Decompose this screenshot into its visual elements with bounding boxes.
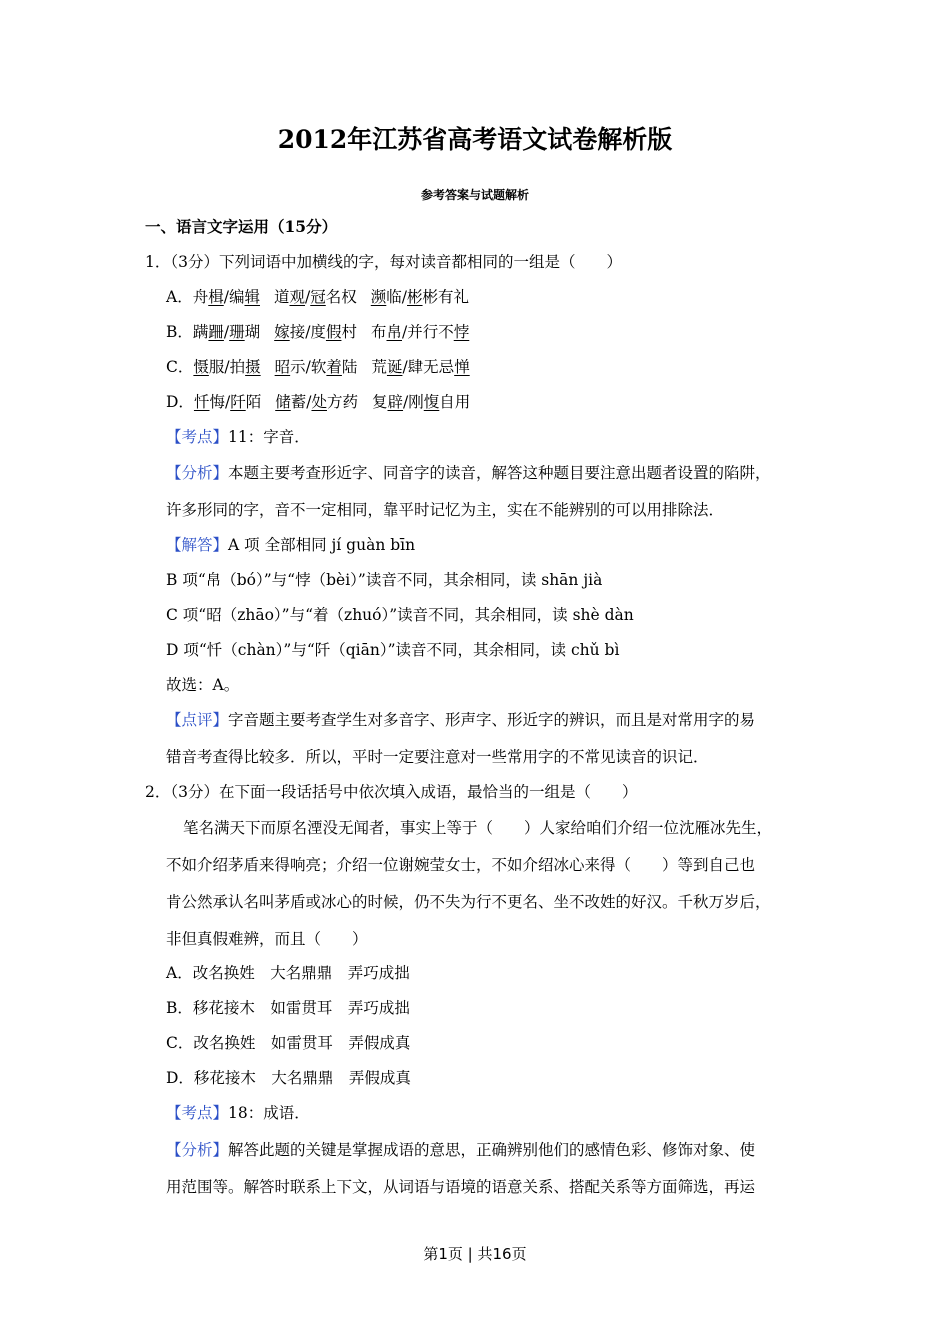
q1-stem: 1．（3分）下列词语中加横线的字，每对读音都相同的一组是（ ）: [145, 253, 622, 271]
q1-fenxi: [166, 462, 771, 484]
q1-jieda-d: D 项“忏（chàn）”与“阡（qiān）”读音不同，其余相同，读 chǔ bì: [166, 641, 620, 659]
q2-fenxi: [166, 1139, 755, 1161]
q1-jieda-c: C 项“昭（zhāo）”与“着（zhuó）”读音不同，其余相同，读 shè dàn: [166, 606, 634, 624]
underlined-char: 辟: [387, 393, 404, 411]
option-label: A．: [166, 288, 193, 306]
text: 示/软: [290, 358, 327, 376]
text: 接/度: [289, 323, 326, 341]
q2-fenxi-cont: 用范围等。解答时联系上下文，从词语与语境的语意关系、搭配关系等方面筛选，再运: [166, 1178, 756, 1196]
underlined-char: 忏: [193, 393, 210, 411]
q2-passage-line-4: 非但真假难辨，而且（ ）: [166, 930, 368, 948]
fenxi-text: 本题主要考查形近字、同音字的读音，解答这种题目要注意出题者设置的陷阱，: [228, 464, 771, 482]
underlined-char: 摄: [245, 358, 261, 376]
text: 复: [372, 393, 388, 411]
dianping-text: 字音题主要考查学生对多音字、形声字、形近字的辨识，而且是对常用字的易: [228, 711, 756, 729]
underlined-char: 处: [311, 393, 327, 411]
underlined-char: 着: [326, 358, 342, 376]
text: 村: [341, 323, 357, 341]
q1-kaodian: [166, 426, 310, 448]
underlined-char: 昭: [274, 358, 291, 376]
q1-answer: 故选：A。: [166, 676, 240, 694]
page-footer: 第1页 | 共16页: [423, 1245, 527, 1263]
underlined-char: 彬: [407, 288, 423, 306]
q2-option-c: C．改名换姓 如雷贯耳 弄假成真: [166, 1034, 411, 1052]
underlined-char: 辑: [244, 288, 260, 306]
q1-fenxi-cont: 许多形同的字，音不一定相同，靠平时记忆为主，实在不能辨别的可以用排除法．: [166, 501, 725, 519]
underlined-char: 假: [325, 323, 342, 341]
q1-option-d: [166, 391, 470, 413]
kaodian-tag: 【考点】: [166, 1104, 229, 1122]
jieda-text: A 项 全部相同 jí guàn bīn: [228, 536, 416, 554]
q1-option-b: [166, 321, 469, 343]
q1-option-a: [166, 286, 469, 308]
text: 方药: [326, 393, 358, 411]
underlined-char: 跚: [208, 323, 224, 341]
underlined-char: 慑: [193, 358, 209, 376]
text: 名权: [325, 288, 357, 306]
option-label: B．: [166, 323, 193, 341]
text: 道: [273, 288, 290, 306]
jieda-tag: 【解答】: [166, 536, 229, 554]
text: 布: [370, 323, 387, 341]
text: 彬有礼: [422, 288, 470, 306]
q2-kaodian: [166, 1102, 310, 1124]
underlined-char: 储: [275, 393, 291, 411]
q2-passage-line-3: 肯公然承认名叫茅盾或冰心的时候，仍不失为行不更名、坐不改姓的好汉。千秋万岁后，: [166, 893, 771, 911]
underlined-char: 冠: [310, 288, 326, 306]
underlined-char: 珊: [229, 323, 245, 341]
text: /: [305, 288, 311, 306]
q2-stem: 2．（3分）在下面一段话括号中依次填入成语，最恰当的一组是（ ）: [145, 783, 638, 801]
option-label: D．: [166, 393, 194, 411]
q1-dianping-cont: 错音考查得比较多．所以，平时一定要注意对一些常用字的不常见读音的识记．: [166, 748, 709, 766]
underlined-char: 嫁: [274, 323, 290, 341]
underlined-char: 观: [289, 288, 306, 306]
text: /: [223, 323, 230, 341]
underlined-char: 愎: [423, 393, 440, 411]
q2-option-b: B．移花接木 如雷贯耳 弄巧成拙: [166, 999, 410, 1017]
text: 舟: [192, 288, 209, 306]
q2-option-a: A．改名换姓 大名鼎鼎 弄巧成拙: [166, 964, 410, 982]
underlined-char: 阡: [230, 393, 246, 411]
text: /并行不: [402, 323, 454, 341]
q1-jieda: [166, 534, 415, 556]
text: 陆: [341, 358, 358, 376]
section-heading: 一、语言文字运用（15分）: [145, 217, 338, 236]
fenxi-tag: 【分析】: [166, 1141, 229, 1159]
text: /肆无忌: [402, 358, 455, 376]
text: 瑚: [244, 323, 261, 341]
text: 陌: [245, 393, 262, 411]
kaodian-tag: 【考点】: [166, 428, 229, 446]
text: 临/: [386, 288, 408, 306]
fenxi-tag: 【分析】: [166, 464, 229, 482]
underlined-char: 帛: [386, 323, 402, 341]
underlined-char: 楫: [208, 288, 224, 306]
text: 悔/: [209, 393, 231, 411]
underlined-char: 惮: [454, 358, 470, 376]
text: 自用: [439, 393, 471, 411]
text: 蹒: [192, 323, 209, 341]
underlined-char: 悖: [453, 323, 470, 341]
q1-dianping: [166, 709, 755, 731]
underlined-char: 诞: [386, 358, 403, 376]
text: 服/拍: [208, 358, 246, 376]
page-title: 2012年江苏省高考语文试卷解析版: [277, 125, 673, 154]
q2-option-d: D．移花接木 大名鼎鼎 弄假成真: [166, 1069, 411, 1087]
underlined-char: 濒: [370, 288, 387, 306]
text: /刚: [403, 393, 424, 411]
q2-passage-line-2: 不如介绍茅盾来得响亮；介绍一位谢婉莹女士，不如介绍冰心来得（ ）等到自己也: [166, 856, 756, 874]
text: 蓄/: [290, 393, 312, 411]
q1-jieda-b: B 项“帛（bó）”与“悖（bèi）”读音不同，其余相同，读 shān jià: [166, 571, 603, 589]
page-subtitle: 参考答案与试题解析: [420, 188, 529, 202]
text: 荒: [371, 358, 387, 376]
option-label: C．: [166, 358, 194, 376]
kaodian-text: 18：成语．: [228, 1104, 310, 1122]
q1-option-c: [166, 356, 470, 378]
kaodian-text: 11：字音．: [228, 428, 310, 446]
dianping-tag: 【点评】: [166, 711, 229, 729]
text: /编: [223, 288, 245, 306]
fenxi-text: 解答此题的关键是掌握成语的意思，正确辨别他们的感情色彩、修饰对象、使: [228, 1141, 756, 1159]
q2-passage-line-1: 笔名满天下而原名湮没无闻者，事实上等于（ ）人家给咱们介绍一位沈雁冰先生，: [183, 819, 773, 837]
